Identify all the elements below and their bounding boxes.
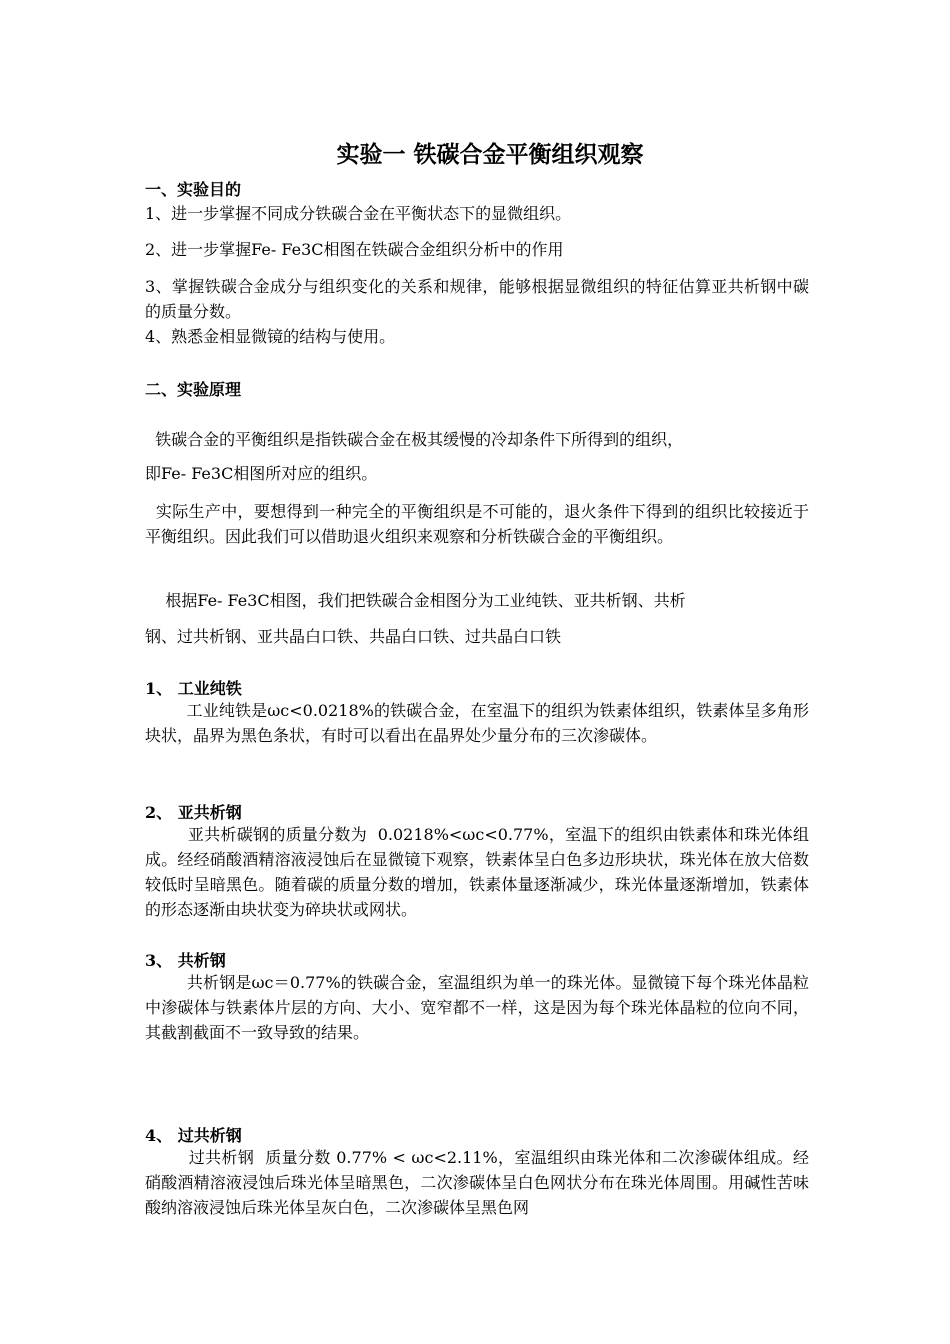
subsection-heading-hypoeutectoid: 2、 亚共析钢	[145, 803, 242, 822]
principle-paragraph-1-line-1: 铁碳合金的平衡组织是指铁碳合金在极其缓慢的冷却条件下所得到的组织，	[145, 430, 684, 449]
hypoeutectoid-text: 亚共析碳钢的质量分数为 0.0218%<ωc<0.77%，室温下的组织由铁素体和珠光体组成。经经硝酸酒精溶液浸蚀后在显微镜下观察，铁素体呈白色多边形块状，珠光体在放大倍数较低时呈暗黑色。随着碳的质量分数的增加，铁素体量逐渐减少，珠光体量逐渐增加，铁素体的形态逐渐由块状变为碎块状或网状。	[145, 825, 810, 919]
section-heading-principle: 二、实验原理	[145, 380, 242, 399]
objective-1: 1、进一步掌握不同成分铁碳合金在平衡状态下的显微组织。	[145, 204, 572, 223]
objective-2: 2、进一步掌握Fe- Fe3C相图在铁碳合金组织分析中的作用	[145, 240, 564, 259]
principle-paragraph-1-line-2: 即Fe- Fe3C相图所对应的组织。	[145, 464, 378, 483]
hypereutectoid-text: 过共析钢 质量分数 0.77% < ωc<2.11%，室温组织由珠光体和二次渗碳体组成。经硝酸酒精溶液浸蚀后珠光体呈暗黑色，二次渗碳体呈白色网状分布在珠光体周围。用碱性苦味酸纳溶液浸蚀后珠光体呈灰白色，二次渗碳体呈黑色网	[145, 1148, 809, 1217]
principle-paragraph-3-line-1: 根据Fe- Fe3C相图，我们把铁碳合金相图分为工业纯铁、亚共析钢、共析	[145, 591, 686, 610]
eutectoid-text: 共析钢是ωc＝0.77%的铁碳合金，室温组织为单一的珠光体。显微镜下每个珠光体晶粒中渗碳体与铁素体片层的方向、大小、宽窄都不一样，这是因为每个珠光体晶粒的位向不同，其截割截面不一致导致的结果。	[145, 973, 810, 1042]
subsection-heading-eutectoid: 3、 共析钢	[145, 951, 226, 970]
document-title: 实验一 铁碳合金平衡组织观察	[336, 141, 644, 168]
section-heading-objectives: 一、实验目的	[145, 180, 242, 199]
principle-paragraph-3-line-2: 钢、过共析钢、亚共晶白口铁、共晶白口铁、过共晶白口铁	[145, 627, 562, 646]
subsection-heading-pure-iron: 1、 工业纯铁	[145, 679, 242, 698]
principle-paragraph-2: 实际生产中，要想得到一种完全的平衡组织是不可能的，退火条件下得到的组织比较接近于平衡组织。因此我们可以借助退火组织来观察和分析铁碳合金的平衡组织。	[145, 502, 809, 546]
subsection-heading-hypereutectoid: 4、 过共析钢	[145, 1126, 242, 1145]
objective-3: 3、掌握铁碳合金成分与组织变化的关系和规律，能够根据显微组织的特征估算亚共析钢中碳的质量分数。	[145, 277, 809, 321]
pure-iron-text: 工业纯铁是ωc<0.0218%的铁碳合金，在室温下的组织为铁素体组织，铁素体呈多角形块状，晶界为黑色条状，有时可以看出在晶界处少量分布的三次渗碳体。	[145, 701, 810, 745]
objective-4: 4、熟悉金相显微镜的结构与使用。	[145, 327, 396, 346]
